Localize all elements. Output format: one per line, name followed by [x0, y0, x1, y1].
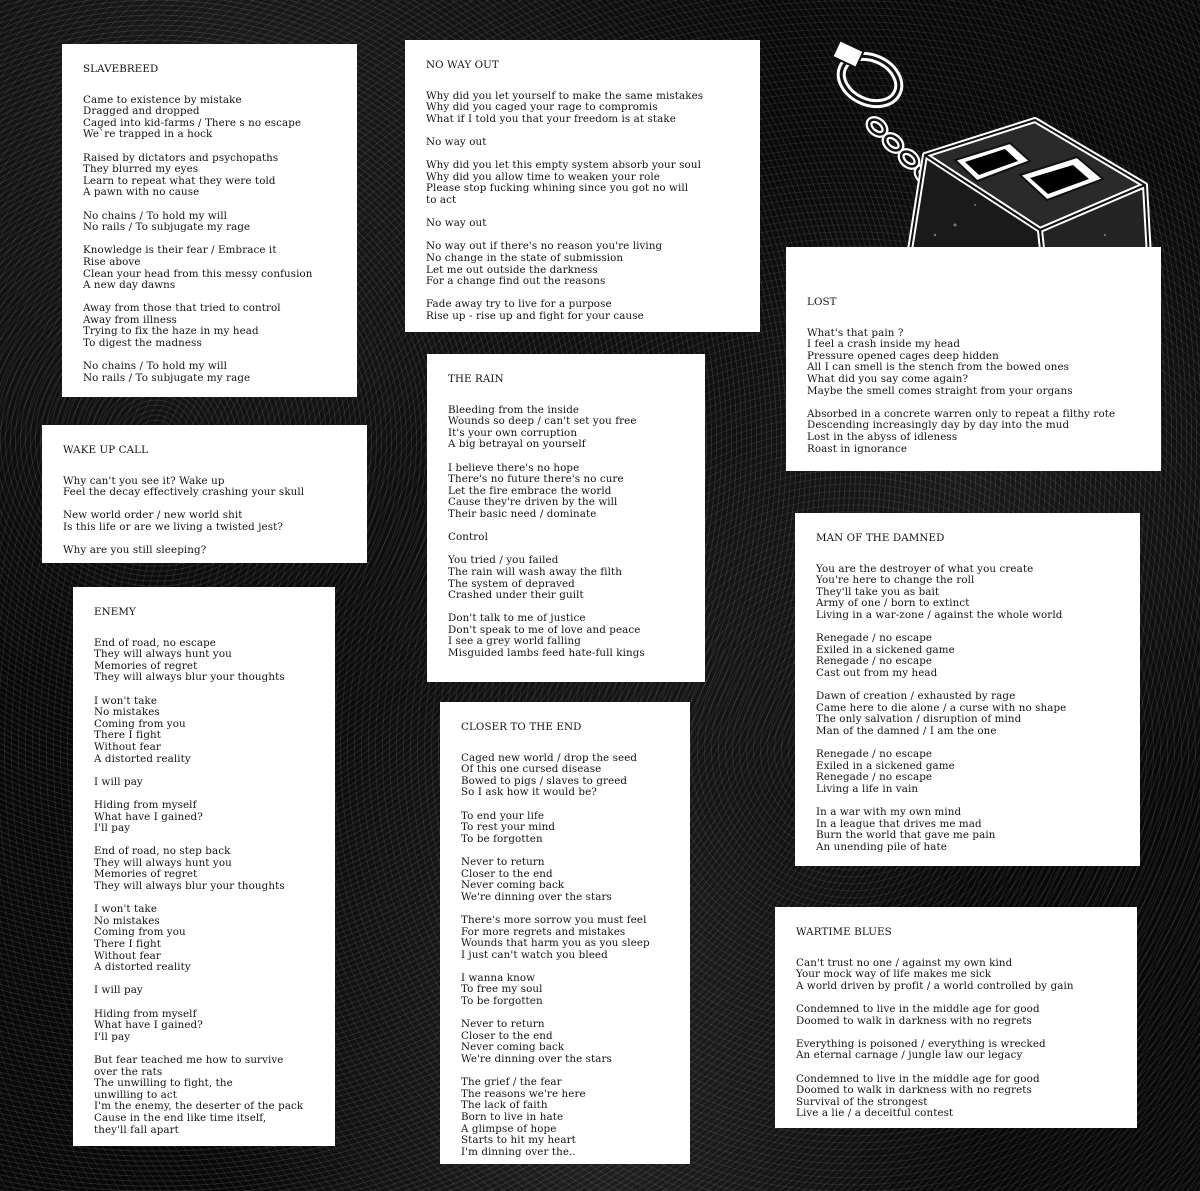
- stanza: [94, 985, 317, 997]
- lyric-line: Memories of regret: [94, 659, 198, 672]
- stanza: [796, 958, 1119, 993]
- stanza: [816, 691, 1122, 737]
- lyric-line: We're dinning over the stars: [461, 1053, 612, 1066]
- lyric-line: The reasons we're here: [461, 1087, 586, 1100]
- lyric-line: You're here to change the roll: [816, 574, 975, 587]
- stanza: [94, 1055, 317, 1136]
- lyric-line: Learn to repeat what they were told: [83, 174, 276, 187]
- lyric-line: Why did you let this empty system absorb your soul: [426, 159, 701, 172]
- lyric-line: No way out: [426, 135, 487, 148]
- lyric-line: I will pay: [94, 984, 143, 997]
- lyric-line: They will always hunt you: [94, 648, 232, 661]
- stanza: [94, 638, 317, 684]
- stanza: [461, 1019, 672, 1065]
- lyric-line: Don't speak to me of love and peace: [448, 623, 641, 636]
- lyric-line: They will always hunt you: [94, 856, 232, 869]
- lyric-line: Everything is poisoned / everything is wrecked: [796, 1037, 1046, 1050]
- lyric-line: A world driven by profit / a world controlled by gain: [796, 979, 1074, 992]
- lyric-line: Raised by dictators and psychopaths: [83, 151, 279, 164]
- lyric-line: What did you say come again?: [807, 372, 969, 385]
- stanza: [807, 328, 1143, 398]
- lyric-line: The unwilling to fight, the: [94, 1077, 233, 1090]
- song-title: CLOSER TO THE END: [461, 721, 582, 733]
- lyric-line: Your mock way of life makes me sick: [796, 968, 992, 981]
- lyric-line: Doomed to walk in darkness with no regrets: [796, 1014, 1032, 1027]
- lyric-line: Why did you caged your rage to compromis: [426, 101, 658, 114]
- lyric-line: Never coming back: [461, 879, 565, 892]
- stanza: [94, 800, 317, 835]
- stanza: [461, 811, 672, 846]
- lyric-line: The rain will wash away the filth: [448, 565, 623, 578]
- stanza: [448, 613, 687, 659]
- lyric-line: Absorbed in a concrete warren only to repeat a filthy rote: [807, 407, 1116, 420]
- lyric-line: No way out if there's no reason you're living: [426, 240, 663, 253]
- stanza: [796, 1039, 1119, 1062]
- stanza: [426, 91, 742, 126]
- lyric-line: Trying to fix the haze in my head: [83, 325, 259, 338]
- lyric-line: Without fear: [94, 740, 161, 753]
- lyric-line: they'll fall apart: [94, 1123, 179, 1136]
- stanza: [461, 973, 672, 1008]
- stanza: [83, 245, 339, 291]
- lyric-line: Cast out from my head: [816, 666, 938, 679]
- lyric-line: Hiding from myself: [94, 1007, 197, 1020]
- lyric-line: For more regrets and mistakes: [461, 925, 626, 938]
- lyric-line: Coming from you: [94, 717, 186, 730]
- lyric-line: You tried / you failed: [448, 554, 559, 567]
- stanza: [426, 218, 742, 230]
- lyric-line: Pressure opened cages deep hidden: [807, 349, 999, 362]
- lyric-line: Born to live in hate: [461, 1111, 564, 1123]
- lyric-line: Crashed under their guilt: [448, 589, 584, 602]
- stanza: [94, 1009, 317, 1044]
- lyric-line: New world order / new world shit: [63, 509, 243, 522]
- song-title: MAN OF THE DAMNED: [816, 532, 945, 544]
- stanza: [461, 753, 672, 799]
- lyric-line: Doomed to walk in darkness with no regrets: [796, 1084, 1032, 1097]
- lyric-line: What if I told you that your freedom is at stake: [426, 112, 676, 125]
- lyric-line: Burn the world that gave me pain: [816, 829, 996, 842]
- lyric-line: Descending increasingly day by day into the mud: [807, 419, 1070, 432]
- lyric-line: They will always blur your thoughts: [94, 671, 285, 684]
- lyric-line: Never coming back: [461, 1041, 565, 1054]
- lyric-line: Cause in the end like time itself,: [94, 1111, 267, 1124]
- lyric-line: An eternal carnage / jungle law our legacy: [796, 1049, 1023, 1062]
- lyric-line: Renegade / no escape: [816, 771, 933, 784]
- lyric-line: Exiled in a sickened game: [816, 643, 955, 656]
- lyric-line: I won't take: [94, 694, 158, 707]
- lyric-line: A glimpse of hope: [461, 1122, 557, 1135]
- lyric-line: To end your life: [461, 809, 545, 822]
- song-title: ENEMY: [94, 606, 136, 618]
- lyric-line: In a league that drives me mad: [816, 817, 982, 830]
- lyric-line: To be forgotten: [461, 995, 543, 1008]
- lyric-line: Feel the decay effectively crashing your skull: [63, 486, 305, 499]
- lyric-line: Wounds that harm you as you sleep: [461, 937, 650, 950]
- lyric-line: To free my soul: [461, 983, 543, 996]
- lyric-line: Renegade / no escape: [816, 748, 933, 761]
- lyric-line: Closer to the end: [461, 867, 553, 880]
- lyrics-panel-wake-up-call: [42, 425, 367, 563]
- lyric-line: Is this life or are we living a twisted jest?: [63, 520, 283, 533]
- lyric-line: Memories of regret: [94, 868, 198, 881]
- lyric-line: Why did you let yourself to make the same mistakes: [426, 89, 704, 102]
- stanza: [94, 696, 317, 766]
- lyric-line: End of road, no escape: [94, 636, 216, 649]
- stanza: [94, 846, 317, 892]
- lyric-line: Clean your head from this messy confusion: [83, 267, 313, 280]
- lyric-line: A distorted reality: [94, 961, 191, 974]
- lyric-line: Man of the damned / I am the one: [816, 724, 997, 737]
- stanza: [461, 915, 672, 961]
- lyric-line: You are the destroyer of what you create: [816, 562, 1034, 575]
- lyric-line: No rails / To subjugate my rage: [83, 371, 251, 384]
- lyric-line: End of road, no step back: [94, 845, 231, 858]
- song-title: THE RAIN: [448, 373, 504, 385]
- stanza: [426, 241, 742, 287]
- lyric-line: The grief / the fear: [461, 1076, 562, 1089]
- lyric-line: to act: [426, 193, 457, 206]
- lyric-line: Lost in the abyss of idleness: [807, 430, 958, 443]
- stanza: [83, 95, 339, 141]
- lyric-line: But fear teached me how to survive: [94, 1053, 284, 1066]
- lyric-line: I see a grey world falling: [448, 635, 581, 648]
- lyric-line: There I fight: [94, 729, 161, 742]
- lyrics-panel-no-way-out: [405, 40, 760, 332]
- lyric-line: The only salvation / disruption of mind: [816, 713, 1022, 726]
- lyric-line: To digest the madness: [83, 337, 202, 350]
- stanza: [63, 476, 349, 499]
- stanza: [807, 409, 1143, 455]
- lyric-line: Condemned to live in the middle age for good: [796, 1072, 1040, 1085]
- lyric-line: To be forgotten: [461, 832, 543, 845]
- lyric-line: Coming from you: [94, 926, 186, 939]
- lyric-line: Why are you still sleeping?: [63, 544, 207, 557]
- lyric-line: Never to return: [461, 855, 545, 868]
- stanza: [816, 633, 1122, 679]
- lyric-line: Never to return: [461, 1018, 545, 1031]
- lyric-line: No change in the state of submission: [426, 251, 624, 264]
- lyric-line: I'm the enemy, the deserter of the pack: [94, 1100, 304, 1113]
- stanza: [796, 1004, 1119, 1027]
- lyric-line: Away from illness: [83, 313, 177, 326]
- stanza: [448, 532, 687, 544]
- lyric-line: I'm dinning over the..: [461, 1145, 576, 1158]
- song-title: SLAVEBREED: [83, 63, 159, 75]
- lyrics-panel-man-of-the-damned: [795, 513, 1140, 866]
- lyric-line: Live a lie / a deceitful contest: [796, 1107, 954, 1120]
- lyrics-panel-the-rain: [427, 354, 705, 682]
- song-title: LOST: [807, 296, 837, 308]
- stanza: [83, 361, 339, 384]
- stanza: [461, 857, 672, 903]
- lyric-line: over the rats: [94, 1065, 163, 1078]
- song-title: WAKE UP CALL: [63, 444, 149, 456]
- stanza: [816, 564, 1122, 622]
- stanza: [426, 160, 742, 206]
- stanza: [94, 777, 317, 789]
- lyric-line: The system of depraved: [448, 577, 575, 590]
- lyric-line: Control: [448, 531, 488, 544]
- lyrics-panel-closer-to-the-end: [440, 702, 690, 1164]
- lyric-line: A distorted reality: [94, 752, 191, 765]
- stanza: [94, 904, 317, 974]
- lyric-line: Misguided lambs feed hate-full kings: [448, 647, 645, 660]
- lyric-line: A new day dawns: [83, 279, 176, 292]
- lyric-line: Living in a war-zone / against the whole world: [816, 608, 1063, 621]
- lyric-line: Army of one / born to extinct: [816, 597, 970, 610]
- lyric-line: Fade away try to live for a purpose: [426, 298, 612, 311]
- lyric-line: What have I gained?: [94, 1019, 203, 1032]
- lyric-line: Let me out outside the darkness: [426, 263, 598, 276]
- lyric-line: I'll pay: [94, 1030, 131, 1043]
- lyric-line: I'll pay: [94, 822, 131, 835]
- lyric-line: Renegade / no escape: [816, 655, 933, 668]
- lyric-line: Rise up - rise up and fight for your cause: [426, 309, 644, 322]
- lyric-line: There I fight: [94, 938, 161, 951]
- lyric-line: Of this one cursed disease: [461, 763, 602, 776]
- stanza: [816, 749, 1122, 795]
- lyric-line: No mistakes: [94, 706, 160, 719]
- lyric-line: No chains / To hold my will: [83, 209, 228, 222]
- lyric-line: They will always blur your thoughts: [94, 880, 285, 893]
- lyric-line: Came to existence by mistake: [83, 93, 242, 106]
- lyric-line: No way out: [426, 217, 487, 230]
- lyric-line: We're dinning over the stars: [461, 890, 612, 903]
- song-title: NO WAY OUT: [426, 59, 499, 71]
- lyric-line: Bleeding from the inside: [448, 403, 580, 416]
- lyric-line: For a change find out the reasons: [426, 275, 606, 288]
- lyric-line: Their basic need / dominate: [448, 507, 597, 520]
- lyric-line: What's that pain ?: [807, 326, 904, 339]
- lyric-line: Condemned to live in the middle age for good: [796, 1002, 1040, 1015]
- lyric-line: Starts to hit my heart: [461, 1134, 576, 1147]
- lyric-line: Cause they're driven by the will: [448, 496, 618, 509]
- lyric-line: In a war with my own mind: [816, 806, 962, 819]
- lyric-line: No rails / To subjugate my rage: [83, 221, 251, 234]
- lyric-line: No mistakes: [94, 914, 160, 927]
- stanza: [63, 510, 349, 533]
- lyric-line: Survival of the strongest: [796, 1095, 928, 1108]
- lyric-line: I feel a crash inside my head: [807, 338, 961, 351]
- lyric-line: Away from those that tried to control: [83, 302, 281, 315]
- lyric-line: I wanna know: [461, 971, 536, 984]
- stanza: [83, 153, 339, 199]
- lyrics-panel-slavebreed: [62, 44, 357, 397]
- stanza: [426, 299, 742, 322]
- lyric-line: Without fear: [94, 949, 161, 962]
- stanza: [63, 545, 349, 557]
- lyric-line: Please stop fucking whining since you got no will: [426, 182, 689, 195]
- lyric-line: Bowed to pigs / slaves to greed: [461, 774, 628, 787]
- lyric-line: Why can't you see it? Wake up: [63, 474, 225, 487]
- stanza: [83, 303, 339, 349]
- lyric-line: I won't take: [94, 903, 158, 916]
- lyric-line: A pawn with no cause: [83, 186, 200, 199]
- stanza: [448, 555, 687, 601]
- lyric-line: Living a life in vain: [816, 782, 919, 795]
- lyric-line: They blurred my eyes: [83, 163, 199, 176]
- lyric-line: I believe there's no hope: [448, 461, 580, 474]
- lyric-line: Knowledge is their fear / Embrace it: [83, 244, 277, 257]
- lyric-line: Hiding from myself: [94, 798, 197, 811]
- lyric-line: Maybe the smell comes straight from your organs: [807, 384, 1073, 397]
- stanza: [796, 1074, 1119, 1120]
- lyric-line: We`re trapped in a hock: [83, 128, 213, 141]
- stanza: [448, 405, 687, 451]
- lyric-line: The lack of faith: [461, 1099, 548, 1112]
- lyric-line: Caged new world / drop the seed: [461, 751, 638, 764]
- lyric-line: Let the fire embrace the world: [448, 484, 612, 497]
- stanza: [461, 1077, 672, 1158]
- lyric-line: I will pay: [94, 775, 143, 788]
- lyric-line: An unending pile of hate: [816, 840, 947, 853]
- lyric-line: So I ask how it would be?: [461, 786, 597, 799]
- lyric-line: Rise above: [83, 255, 141, 268]
- lyric-line: Don't talk to me of justice: [448, 612, 586, 625]
- lyric-line: Dawn of creation / exhausted by rage: [816, 690, 1016, 703]
- lyric-line: There's more sorrow you must feel: [461, 913, 647, 926]
- lyrics-panel-enemy: [73, 587, 335, 1146]
- lyric-line: All I can smell is the stench from the bowed ones: [807, 361, 1070, 374]
- lyric-line: Caged into kid-farms / There s no escape: [83, 116, 302, 129]
- lyric-line: Why did you allow time to weaken your role: [426, 170, 660, 183]
- song-title: WARTIME BLUES: [796, 926, 892, 938]
- lyric-line: Dragged and dropped: [83, 105, 200, 118]
- lyric-line: What have I gained?: [94, 810, 203, 823]
- lyric-line: unwilling to act: [94, 1088, 177, 1101]
- stanza: [426, 137, 742, 149]
- lyric-line: It's your own corruption: [448, 426, 578, 439]
- lyric-line: I just can't watch you bleed: [461, 948, 608, 961]
- stanza: [448, 463, 687, 521]
- lyric-line: Exiled in a sickened game: [816, 759, 955, 772]
- lyric-line: Wounds so deep / can't set you free: [448, 415, 637, 428]
- lyrics-panel-lost: [786, 247, 1161, 471]
- lyric-line: Came here to die alone / a curse with no shape: [816, 701, 1067, 714]
- lyric-line: Closer to the end: [461, 1029, 553, 1042]
- lyrics-panel-wartime-blues: [775, 907, 1137, 1128]
- lyric-line: They'll take you as bait: [816, 585, 940, 598]
- lyric-line: There's no future there's no cure: [448, 473, 624, 486]
- stanza: [816, 807, 1122, 853]
- lyric-line: Renegade / no escape: [816, 632, 933, 645]
- lyric-line: A big betrayal on yourself: [448, 438, 586, 451]
- lyric-line: Roast in ignorance: [807, 442, 908, 455]
- lyric-line: To rest your mind: [461, 821, 556, 834]
- stanza: [83, 211, 339, 234]
- lyric-line: Can't trust no one / against my own kind: [796, 956, 1013, 969]
- lyric-line: No chains / To hold my will: [83, 360, 228, 373]
